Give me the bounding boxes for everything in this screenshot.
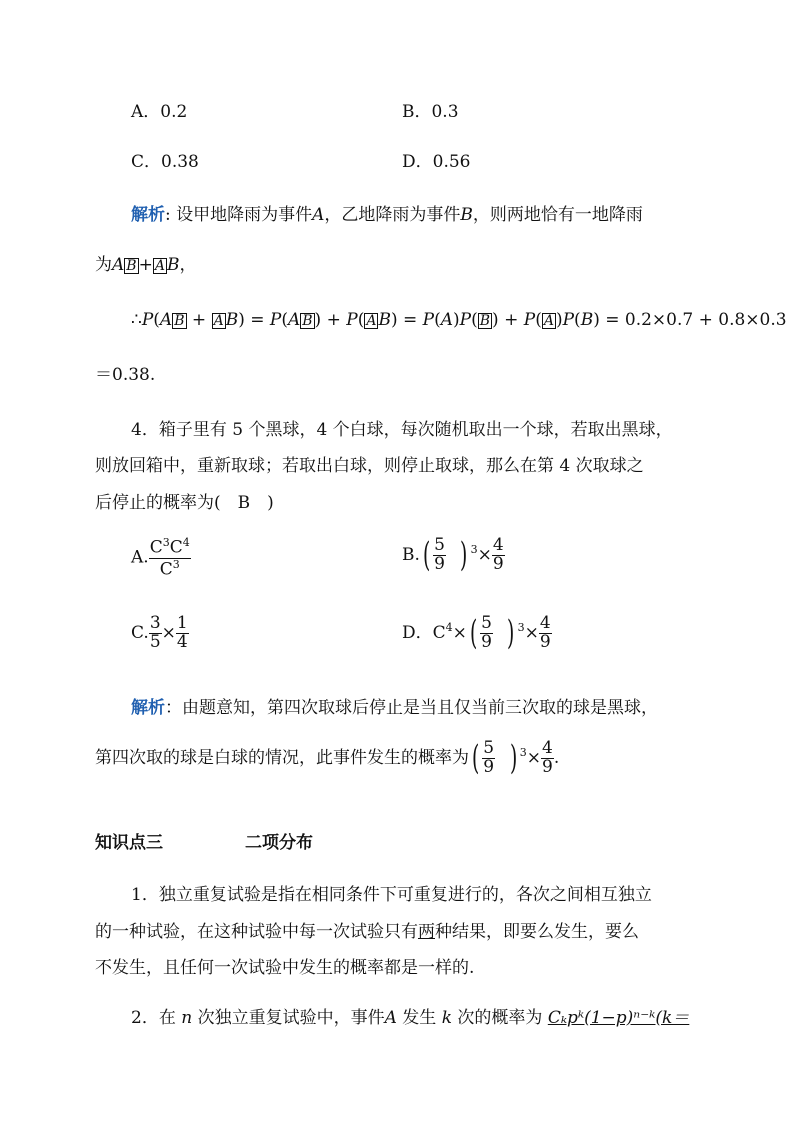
q3-equation: ∴P(A B + A B) = P(A B ) + P( A B) = P(A)P( B ) + P( A )P(B) = 0.2×0.7 + 0.8×0.3 — [131, 310, 787, 330]
option-b: B．0.3 — [402, 102, 459, 122]
fraction: $\frac{C^3C^4}{C^3}$ — [149, 536, 190, 580]
kp1-line1: 1．独立重复试验是指在相同条件下可重复进行的，各次之间相互独立 — [131, 885, 652, 905]
q4-line2: 则放回箱中，重新取球；若取出白球，则停止取球，那么在第 4 次取球之 — [95, 456, 644, 476]
underlined-answer: 两 — [418, 922, 435, 942]
q3-equation-tail: ＝0.38. — [95, 365, 156, 385]
kp2-line1: 2．在 n 次独立重复试验中，事件A 发生 k 次的概率为 Cₖpᵏ(1−p)ⁿ⁻ᵏ(k＝ — [131, 1008, 690, 1028]
solution-label: 解析 — [131, 205, 165, 225]
q4-line3: 后停止的概率为( B ) — [95, 493, 274, 513]
kp1-line3: 不发生，且任何一次试验中发生的概率都是一样的. — [95, 958, 475, 978]
section-title: 知识点三 — [95, 833, 163, 853]
option-c: C．0.38 — [131, 152, 199, 172]
q4-option-a: A. $\frac{C^3C^4}{C^3}$ — [131, 536, 190, 580]
section-subtitle: 二项分布 — [245, 833, 313, 853]
option-d: D．0.56 — [402, 152, 471, 172]
binomial-formula: Cₖpᵏ(1−p)ⁿ⁻ᵏ(k＝ — [547, 1008, 690, 1028]
q4-option-b: B.( $\frac{5}{9}$ ) $^3$× $\frac{4}{9}$ — [402, 535, 504, 576]
kp1-line2: 的一种试验，在这种试验中每一次试验只有两种结果，即要么发生，要么 — [95, 922, 639, 942]
q4-solution-line1: 解析：由题意知，第四次取球后停止是当且仅当前三次取的球是黑球， — [131, 698, 658, 718]
q3-solution-line2: 为A B + A B， — [95, 255, 197, 275]
q4-solution-line2: 第四次取的球是白球的情况，此事件发生的概率为( $\frac{5}{9}$ ) $^3$× $\frac{4}{9}$ . — [95, 738, 560, 779]
q4-option-c: C. $\frac{3}{5}$ × $\frac{1}{4}$ — [131, 613, 188, 652]
option-a: A．0.2 — [131, 102, 188, 122]
q4-line1: 4．箱子里有 5 个黑球，4 个白球，每次随机取出一个球，若取出黑球， — [131, 420, 673, 440]
q4-option-d: D．$C^4\times$( $\frac{5}{9}$ ) $^3$× $\frac{4}{9}$ — [402, 613, 551, 654]
q3-solution-line1: 解析: 设甲地降雨为事件A，乙地降雨为事件B，则两地恰有一地降雨 — [131, 205, 643, 225]
